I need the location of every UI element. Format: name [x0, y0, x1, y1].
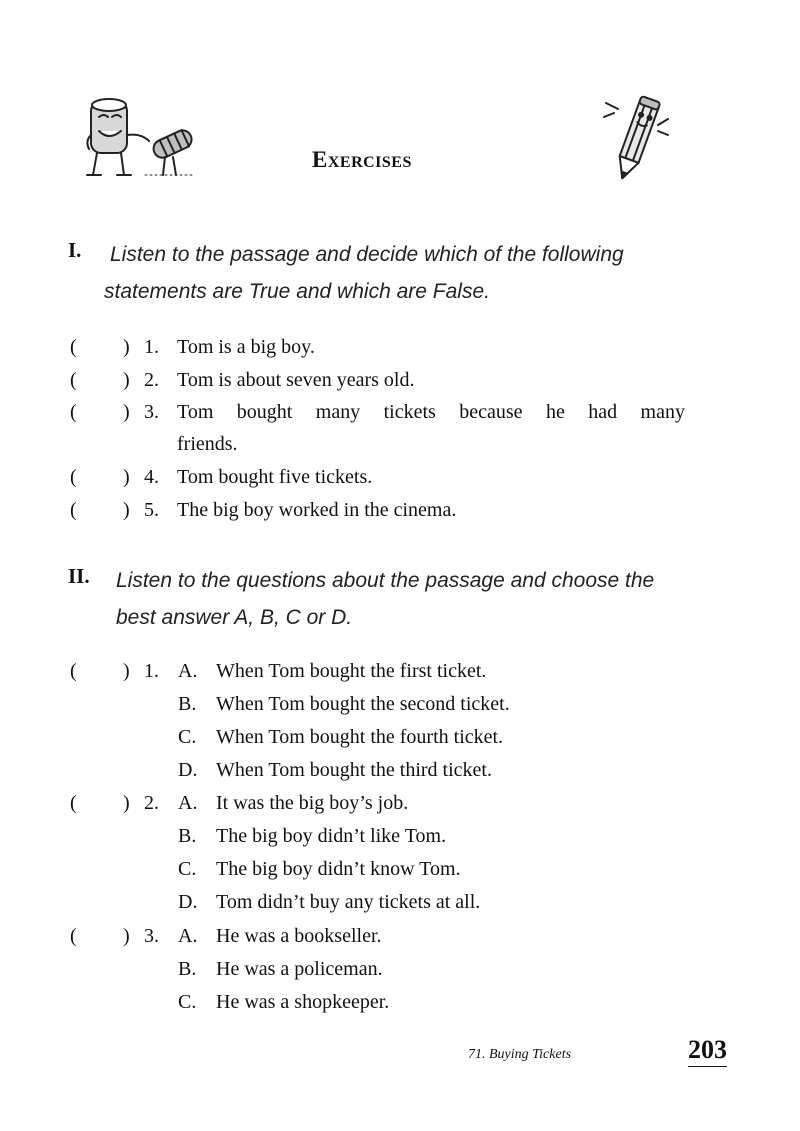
section-1-instruction-line-2: statements are True and which are False.: [104, 280, 490, 303]
option-text: When Tom bought the third ticket.: [216, 759, 492, 781]
mc-option: [0, 754, 800, 787]
answer-blank-close: ): [123, 660, 130, 682]
tf-item-3-continued: [0, 428, 800, 461]
tf-item-2: [0, 364, 800, 397]
item-number: 1.: [144, 336, 159, 358]
tf-item-3: [0, 396, 800, 429]
microphone-character-icon: [85, 95, 205, 185]
pencil-character-icon: [600, 95, 670, 185]
answer-blank-open[interactable]: (: [70, 925, 77, 947]
answer-blank-close: ): [123, 369, 130, 391]
tf-item-5: [0, 494, 800, 527]
option-text: He was a bookseller.: [216, 925, 382, 947]
option-letter: B.: [178, 825, 197, 847]
statement-text: Tom is about seven years old.: [177, 369, 415, 391]
mc-option: [0, 820, 800, 853]
mc-option: [0, 986, 800, 1019]
item-number: 4.: [144, 466, 159, 488]
section-1-instruction-line-1: Listen to the passage and decide which of the following: [110, 243, 624, 266]
answer-blank-open[interactable]: (: [70, 336, 77, 358]
item-number: 2.: [144, 369, 159, 391]
question-number: 1.: [144, 660, 159, 682]
answer-blank-close: ): [123, 401, 130, 423]
question-number: 3.: [144, 925, 159, 947]
mc-option: [0, 886, 800, 919]
answer-blank-close: ): [123, 336, 130, 358]
option-letter: B.: [178, 693, 197, 715]
mc-option: [0, 953, 800, 986]
answer-blank-close: ): [123, 792, 130, 814]
mc-question-2: [0, 787, 800, 820]
option-letter: A.: [178, 925, 198, 947]
statement-text: The big boy worked in the cinema.: [177, 499, 457, 521]
page-number: 203: [688, 1035, 727, 1067]
page-footer: [0, 1035, 800, 1080]
option-text: Tom didn’t buy any tickets at all.: [216, 891, 481, 913]
option-letter: D.: [178, 891, 198, 913]
mc-question-3: [0, 920, 800, 953]
answer-blank-open[interactable]: (: [70, 660, 77, 682]
statement-text: Tom is a big boy.: [177, 336, 315, 358]
mc-question-1: [0, 655, 800, 688]
statement-text-continued: friends.: [177, 433, 238, 455]
tf-item-4: [0, 461, 800, 494]
option-text: When Tom bought the fourth ticket.: [216, 726, 504, 748]
answer-blank-open[interactable]: (: [70, 499, 77, 521]
mc-option: [0, 688, 800, 721]
option-text: He was a policeman.: [216, 958, 383, 980]
answer-blank-close: ): [123, 925, 130, 947]
option-letter: A.: [178, 660, 198, 682]
section-2-instruction-line-2: best answer A, B, C or D.: [116, 606, 353, 629]
option-letter: C.: [178, 858, 197, 880]
tf-item-1: [0, 331, 800, 364]
item-number: 3.: [144, 401, 159, 423]
answer-blank-close: ): [123, 499, 130, 521]
option-text: He was a shopkeeper.: [216, 991, 390, 1013]
answer-blank-close: ): [123, 466, 130, 488]
option-letter: C.: [178, 991, 197, 1013]
answer-blank-open[interactable]: (: [70, 792, 77, 814]
option-text: When Tom bought the first ticket.: [216, 660, 487, 682]
option-text: The big boy didn’t like Tom.: [216, 825, 447, 847]
statement-text: Tom bought five tickets.: [177, 466, 373, 488]
running-title: 71. Buying Tickets: [468, 1047, 572, 1062]
option-text: When Tom bought the second ticket.: [216, 693, 510, 715]
option-letter: A.: [178, 792, 198, 814]
page-title: Exercises: [312, 147, 412, 172]
mc-option: [0, 853, 800, 886]
mc-option: [0, 721, 800, 754]
section-2-instruction-line-1: Listen to the questions about the passage and choose the: [116, 569, 655, 592]
statement-text: Tom bought many tickets because he had many: [177, 401, 685, 423]
section-2-number: II.: [68, 564, 90, 588]
answer-blank-open[interactable]: (: [70, 369, 77, 391]
section-1-number: I.: [68, 238, 82, 262]
question-number: 2.: [144, 792, 159, 814]
answer-blank-open[interactable]: (: [70, 401, 77, 423]
option-letter: D.: [178, 759, 198, 781]
answer-blank-open[interactable]: (: [70, 466, 77, 488]
item-number: 5.: [144, 499, 159, 521]
option-letter: B.: [178, 958, 197, 980]
page-header: [0, 95, 800, 195]
option-text: The big boy didn’t know Tom.: [216, 858, 461, 880]
option-letter: C.: [178, 726, 197, 748]
option-text: It was the big boy’s job.: [216, 792, 409, 814]
